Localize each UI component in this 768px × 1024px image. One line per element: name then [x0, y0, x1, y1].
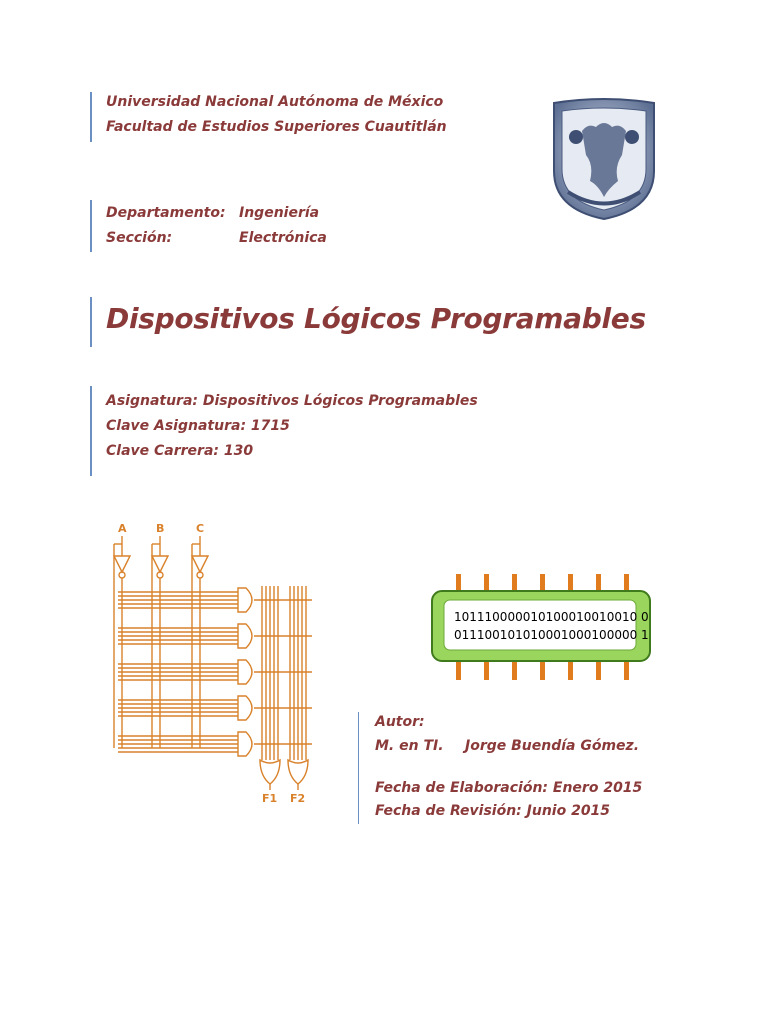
career-code-value: : 130 [213, 443, 254, 459]
author-degree: M. en TI. [375, 738, 444, 754]
input-label-c: C [196, 522, 205, 535]
input-label-a: A [118, 522, 127, 535]
section-value: Electrónica [239, 230, 327, 246]
elaboration-date: Fecha de Elaboración: Enero 2015 [375, 780, 643, 796]
department-accent-bar [90, 200, 92, 252]
author-accent-bar [358, 712, 359, 824]
pla-circuit-diagram [104, 520, 324, 810]
section-label: Sección: [106, 230, 173, 246]
input-label-b: B [156, 522, 165, 535]
course-code [106, 418, 290, 434]
career-code [106, 443, 253, 459]
chip-binary-line-1: 101110000010100010010010 0 [454, 610, 649, 624]
title-accent-bar [90, 297, 92, 347]
output-label-f1: F1 [262, 792, 278, 805]
unam-crest-logo [548, 97, 660, 223]
course-accent-bar [90, 386, 92, 476]
document-title: Dispositivos Lógicos Programables [106, 302, 646, 335]
ic-chip-graphic [420, 574, 660, 680]
course-name: Asignatura: Dispositivos Lógicos Programables [106, 393, 478, 409]
header-accent-bar [90, 92, 92, 142]
output-label-f2: F2 [290, 792, 306, 805]
chip-binary-line-2: 011100101010001000100000 1 [454, 628, 649, 642]
department-value: Ingeniería [239, 205, 320, 221]
author-label: Autor: [375, 714, 425, 730]
university-name: Universidad Nacional Autónoma de México [106, 94, 444, 110]
course-code-value: : 1715 [240, 418, 290, 434]
department-label: Departamento: [106, 205, 226, 221]
faculty-name: Facultad de Estudios Superiores Cuautitlán [106, 119, 447, 135]
revision-date: Fecha de Revisión: Junio 2015 [375, 803, 611, 819]
course-code-label: Clave Asignatura [106, 418, 241, 434]
career-code-label: Clave Carrera [106, 443, 214, 459]
author-name: Jorge Buendía Gómez. [465, 738, 640, 754]
